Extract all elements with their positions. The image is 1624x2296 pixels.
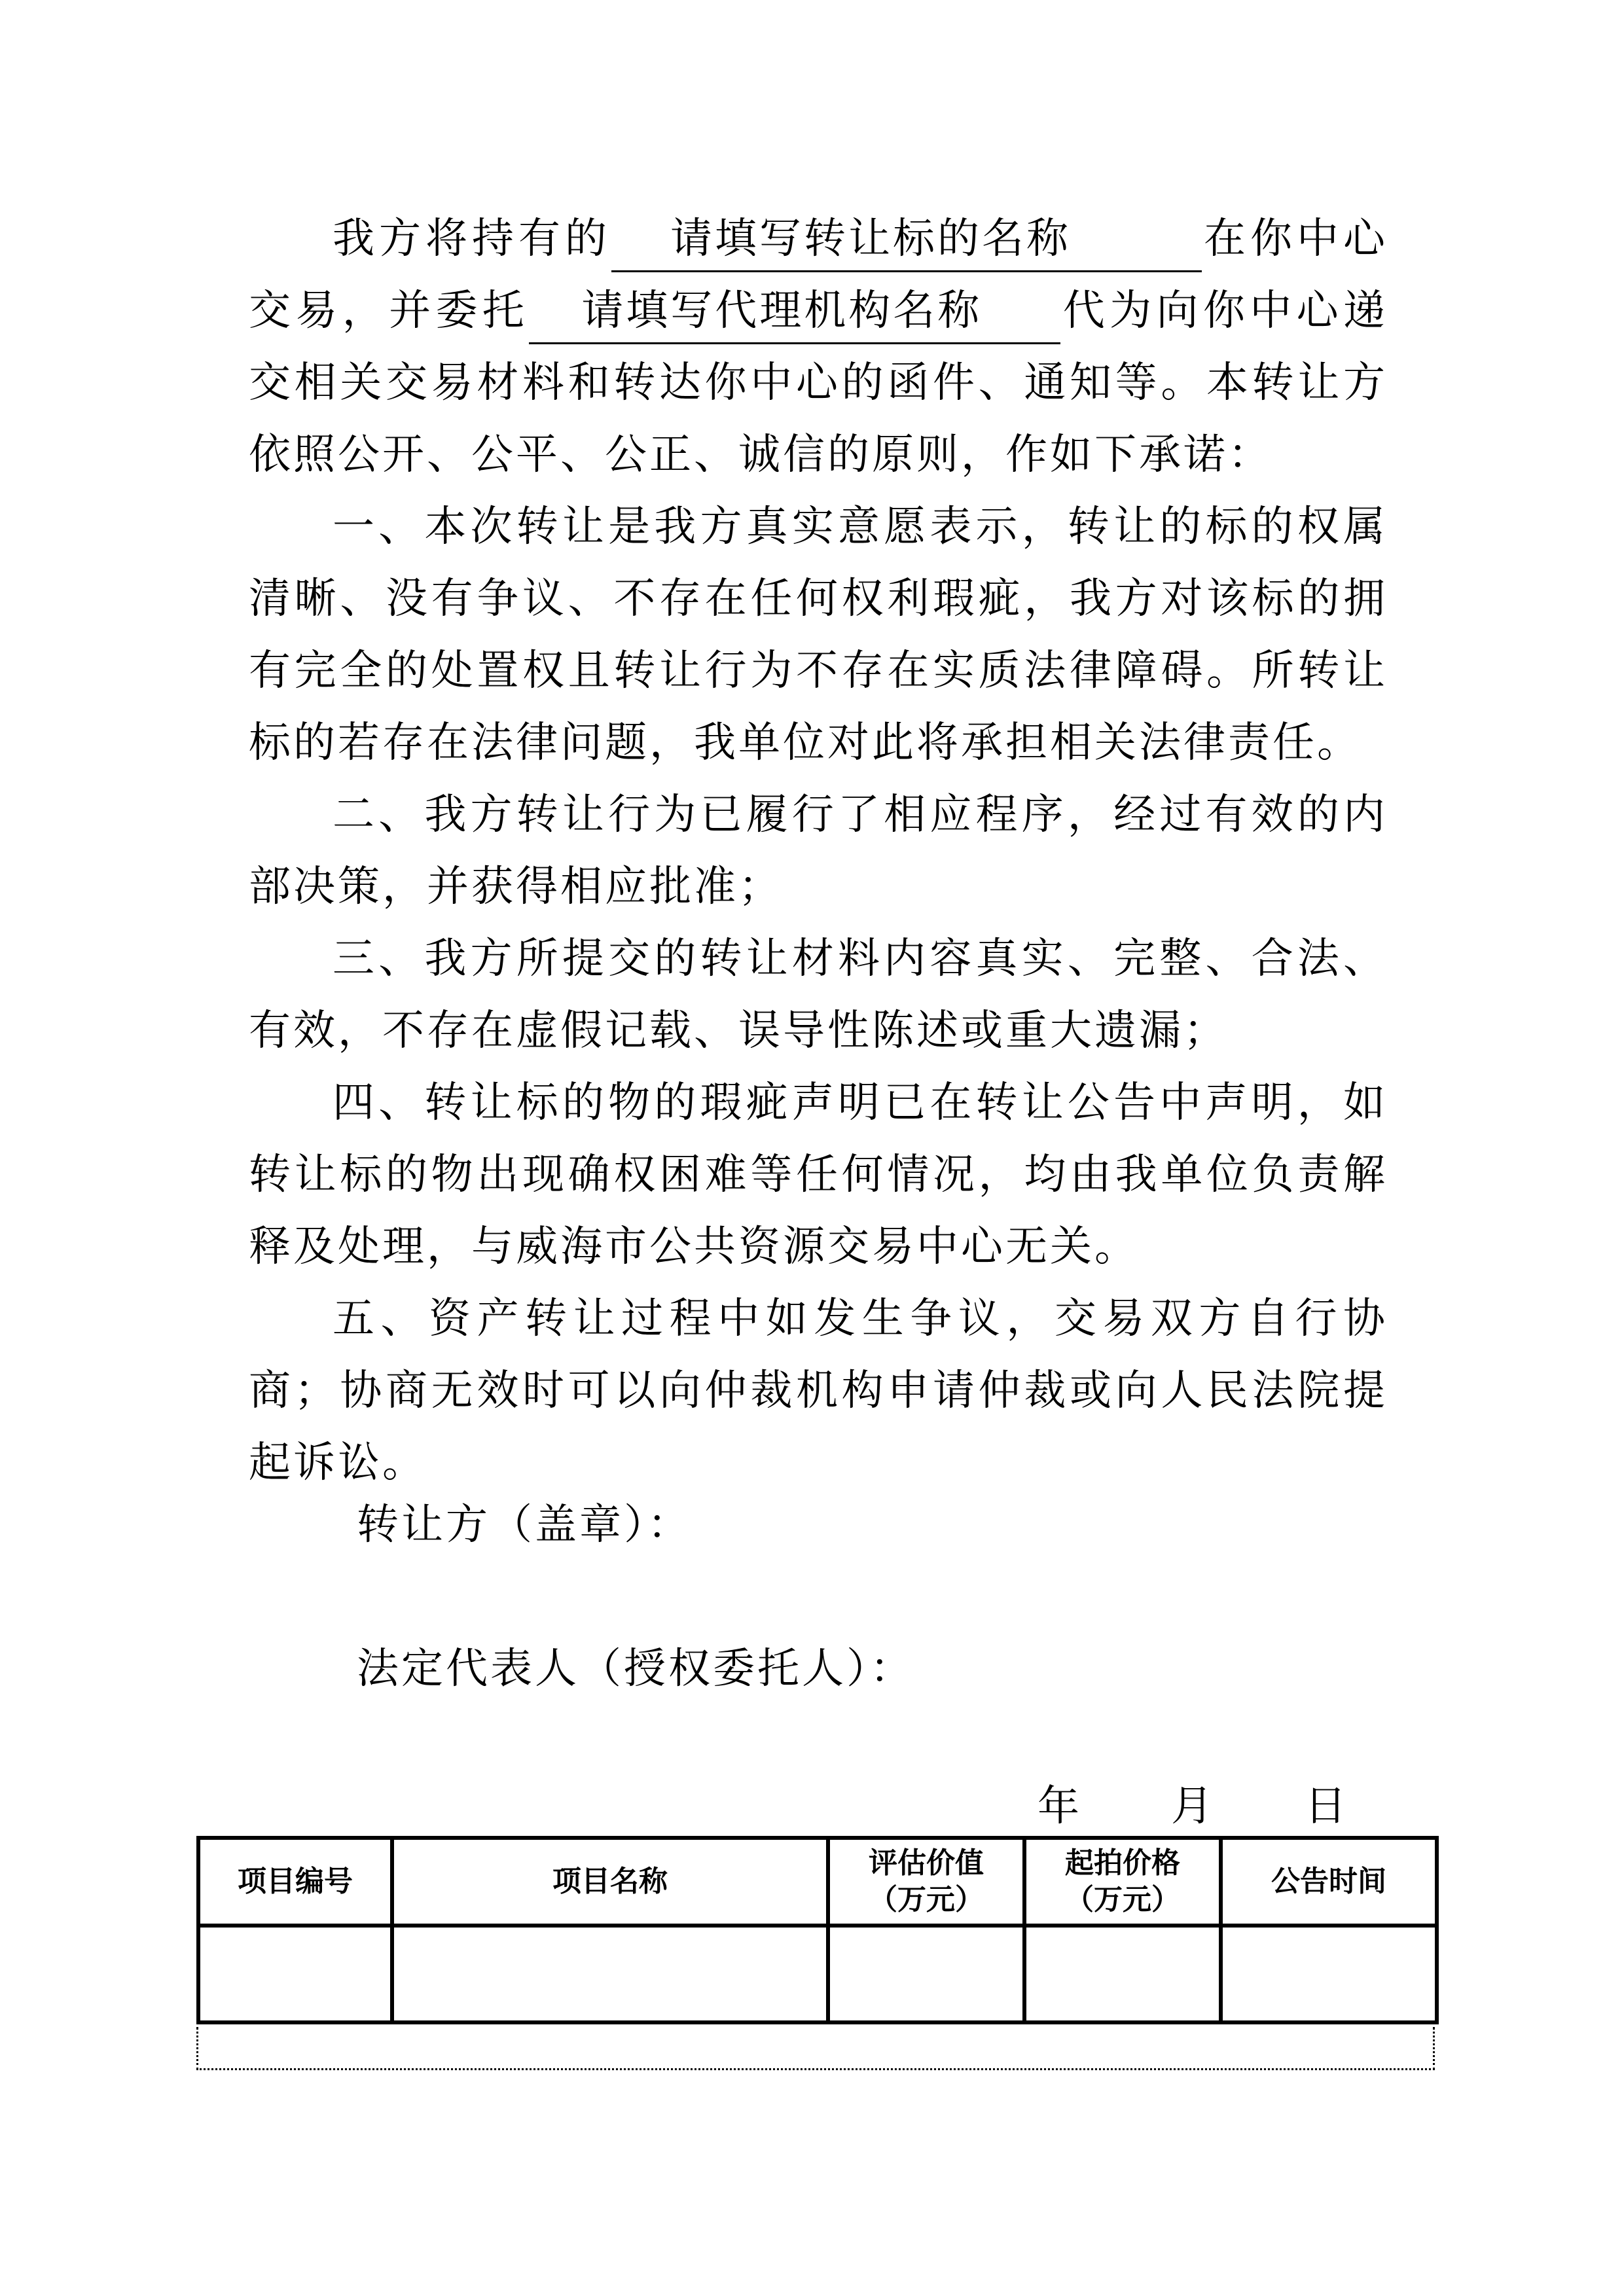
- intro-paragraph: [249, 203, 1388, 491]
- header-starting-price: 起拍价格 （万元）: [1024, 1838, 1221, 1926]
- commitment-2: 二、我方转让行为已履行了相应程序，经过有效的内部决策，并获得相应批准；: [249, 791, 1388, 911]
- date-day: 日: [1305, 1782, 1346, 1831]
- date-line: [1038, 1780, 1346, 1833]
- agent-name-blank[interactable]: 请填写代理机构名称: [529, 279, 1060, 344]
- project-table: [196, 1836, 1439, 2024]
- target-name-blank[interactable]: 请填写转让标的名称: [611, 207, 1202, 272]
- representative-label: 法定代表人（授权委托人）：: [357, 1645, 914, 1693]
- project-table-wrapper: [196, 1836, 1435, 2070]
- transferor-seal-label: 转让方（盖章）：: [357, 1501, 692, 1549]
- table-header-row: [198, 1838, 1437, 1926]
- commitment-4: 四、转让标的物的瑕疵声明已在转让公告中声明，如转让标的物出现确权困难等任何情况，均由我单位负责解释及处理，与威海市公共资源交易中心无关。: [249, 1079, 1388, 1271]
- table-row: [198, 1926, 1437, 2022]
- header-appraised-value: 评估价值 （万元）: [828, 1838, 1024, 1926]
- commitment-1: 一、本次转让是我方真实意愿表示，转让的标的权属清晰、没有争议、不存在任何权利瑕疵，我方对该标的拥有完全的处置权且转让行为不存在实质法律障碍。所转让标的若存在法律问题，我单位对此将承担相关法律责任。: [249, 503, 1388, 767]
- cell-appraised-value[interactable]: [828, 1926, 1024, 2022]
- commitment-5: 五、资产转让过程中如发生争议，交易双方自行协商；协商无效时可以向仲裁机构申请仲裁或向人民法院提起诉讼。: [249, 1295, 1388, 1487]
- cell-starting-price[interactable]: [1024, 1926, 1221, 2022]
- intro-text-c: 代为向你中心递交相关交易材料和转达你中心的函件、通知等。本转让方依照公开、公平、公正、诚信的原则，作如下承诺：: [249, 287, 1388, 479]
- header-project-code: 项目编号: [198, 1838, 392, 1926]
- header-project-name: 项目名称: [392, 1838, 828, 1926]
- letter-body: [249, 203, 1388, 1499]
- cell-project-code[interactable]: [198, 1926, 392, 2022]
- cell-announcement-date[interactable]: [1221, 1926, 1437, 2022]
- commitment-3: 三、我方所提交的转让材料内容真实、完整、合法、有效，不存在虚假记载、误导性陈述或重大遗漏；: [249, 935, 1388, 1055]
- intro-text-b: 在你中心交易，并委托: [249, 215, 1388, 335]
- dotted-continuation-row: [196, 2027, 1435, 2070]
- date-month: 月: [1171, 1782, 1213, 1831]
- cell-project-name[interactable]: [392, 1926, 828, 2022]
- intro-text-a: 我方将持有的: [333, 215, 611, 263]
- date-year: 年: [1038, 1782, 1079, 1831]
- header-announcement-date: 公告时间: [1221, 1838, 1437, 1926]
